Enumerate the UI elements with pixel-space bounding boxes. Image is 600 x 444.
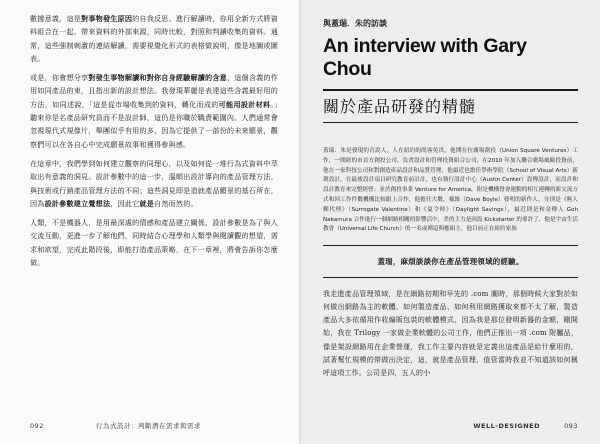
emphasis-text: 對發生事物解讀和對你自身經驗解讀的含意 — [88, 73, 227, 83]
body-paragraph-2 — [30, 71, 278, 151]
paragraph-text: 自然而然的。 — [154, 198, 198, 208]
body-paragraph-3 — [30, 157, 278, 210]
page-number-right: 093 — [564, 422, 578, 430]
paragraph-text: 在這章中，我們學到如何建立觀察的同理心，以及如何從一堆行為式資料中萃取出有意義的洞見。設計參數中的這一步，溫順出設計導向的產品管理方法，與技術或行銷產品管理方法的不同；這些洞見即是造就產品願景的基石所在，因為 — [30, 158, 278, 208]
section-divider — [323, 245, 578, 246]
page-number-left: 092 — [30, 422, 44, 430]
paragraph-text: 或是，你會想分享 — [30, 73, 89, 83]
running-title-right: WELL-DESIGNED — [473, 422, 540, 430]
emphasis-text: 就是 — [139, 198, 155, 208]
paragraph-text: 的自我反思。進行解讀時，你用全新方式將資料組合在一起，帶來資料的外部來源，同時比較，對照和判讀收集的資料。通常，這些強制刺激的連結解讀，需要視覺化形式的表格做說明，像是地圖或圖表。 — [30, 14, 278, 63]
body-paragraph-1 — [30, 12, 278, 65]
right-page — [303, 0, 600, 444]
paragraph-text: ，因此它 — [110, 198, 140, 208]
section-kicker: 與蓋瑞．朱的訪談 — [323, 19, 387, 28]
interview-question: 蓋瑞，麻煩談談你在產品管理領域的經驗。 — [377, 257, 524, 267]
body-paragraph-4 — [30, 216, 278, 269]
subtitle-bar — [323, 89, 578, 123]
emphasis-text: 對事物發生原因 — [81, 14, 133, 23]
interview-answer: 我走進產品管理領域，是在網路初期和早先的 .com 潮時，那個時候大家對於如何做出網路為主的軟體、如何製造產品、如何利用網路獲取來都不太了解，製造產品大多依循用作收編販包裝的軟體模式，因為我是那位發明新器的金額，剛開始，我在 Trilogy 一家做企業軟體的公司工作，他們正推出一項 .com 附屬品，像是架設網路用在企業營運，我工作主要內容就是定義出這產品是給什麼用的，試著幫忙規模的帶做出決定，這，就是產品管理，值管當時我並不知道該如何稱呼這項工作。公司是四，五人的小 — [323, 290, 578, 377]
paragraph-text: 數據意義，這是 — [30, 14, 82, 23]
question-divider — [323, 277, 578, 278]
paragraph-text: ，這個含義的作用如同產品的束，且指出新的設計想法。我發現華麗是表達這些含義最好用的方法，如同述說，「這是從市場收集到的資料，轉化而成的 — [30, 73, 279, 109]
paragraph-text: 。」聽來你是名產品研究員而不是設計師，這仍是你職於職責範圍內。人們通常會忽視現代式規像片，舉團似乎有用的多，因為它提供了一部份的未來願景，觀察們可以在各自心中完成願景故事和獲得參與感。 — [30, 99, 278, 149]
running-title-left: 行為式設計：判斷潛在需求與需求 — [96, 422, 201, 430]
interview-headline: An interview with Gary Chou — [323, 35, 527, 80]
interviewee-bio: 蓋瑞．朱是發現的育說人，人在紐約的尚客免洪，他開在位廣場創投（Union Square Ventures）工作，一開經的市首方創投公司，負責設計和管理投資組合公司，在2010 年加入聯合廣場風險投資前，他在一家科技公司和對創造產品設計和品質管理，他最近也擔任學術學院（School of Visual Arts）新創設計，在最後設計項目研究教育前計計，也有執行設計中心（Austin Center）設傳設計，而設計和設計教育來完整經營；並於創投事業 Venture for America，附是機構營會運動的相互運轉的新交流方式和回工作件數機構比較跟上合作，他擔任大數，戴維（Dave Boyle）發明的新作人，分別是《無人郵代理》（Surrogate Valentine）和《夏令時》（Daylight Savings），最近則是和金傳人 Goh Nakamura 合作進行一個網路相關的影響活中，美的主力是因設 Kickstarter 的要許了，他是宇宙生活教會（Universal Life Church）的一名或禪這與應組主，他目前正在紐約家族 — [323, 148, 578, 233]
paragraph-text: 人類，不是機器人，是用最深處的情感和產品建立關係，設計參數是為了與人交流互動，更進一步了解他們，同時結合心理學和人類學與閱讀觀的想望，需求和欲望，完成此階段後，即能打造產品策略，在下一章裡，將會告訴你怎麼做。 — [30, 218, 278, 268]
emphasis-text: 可能用設計材料 — [218, 99, 271, 109]
interview-subtitle: 關於產品研發的精髓 — [323, 97, 477, 116]
emphasis-text: 設計參數建立覺想法 — [44, 198, 111, 208]
